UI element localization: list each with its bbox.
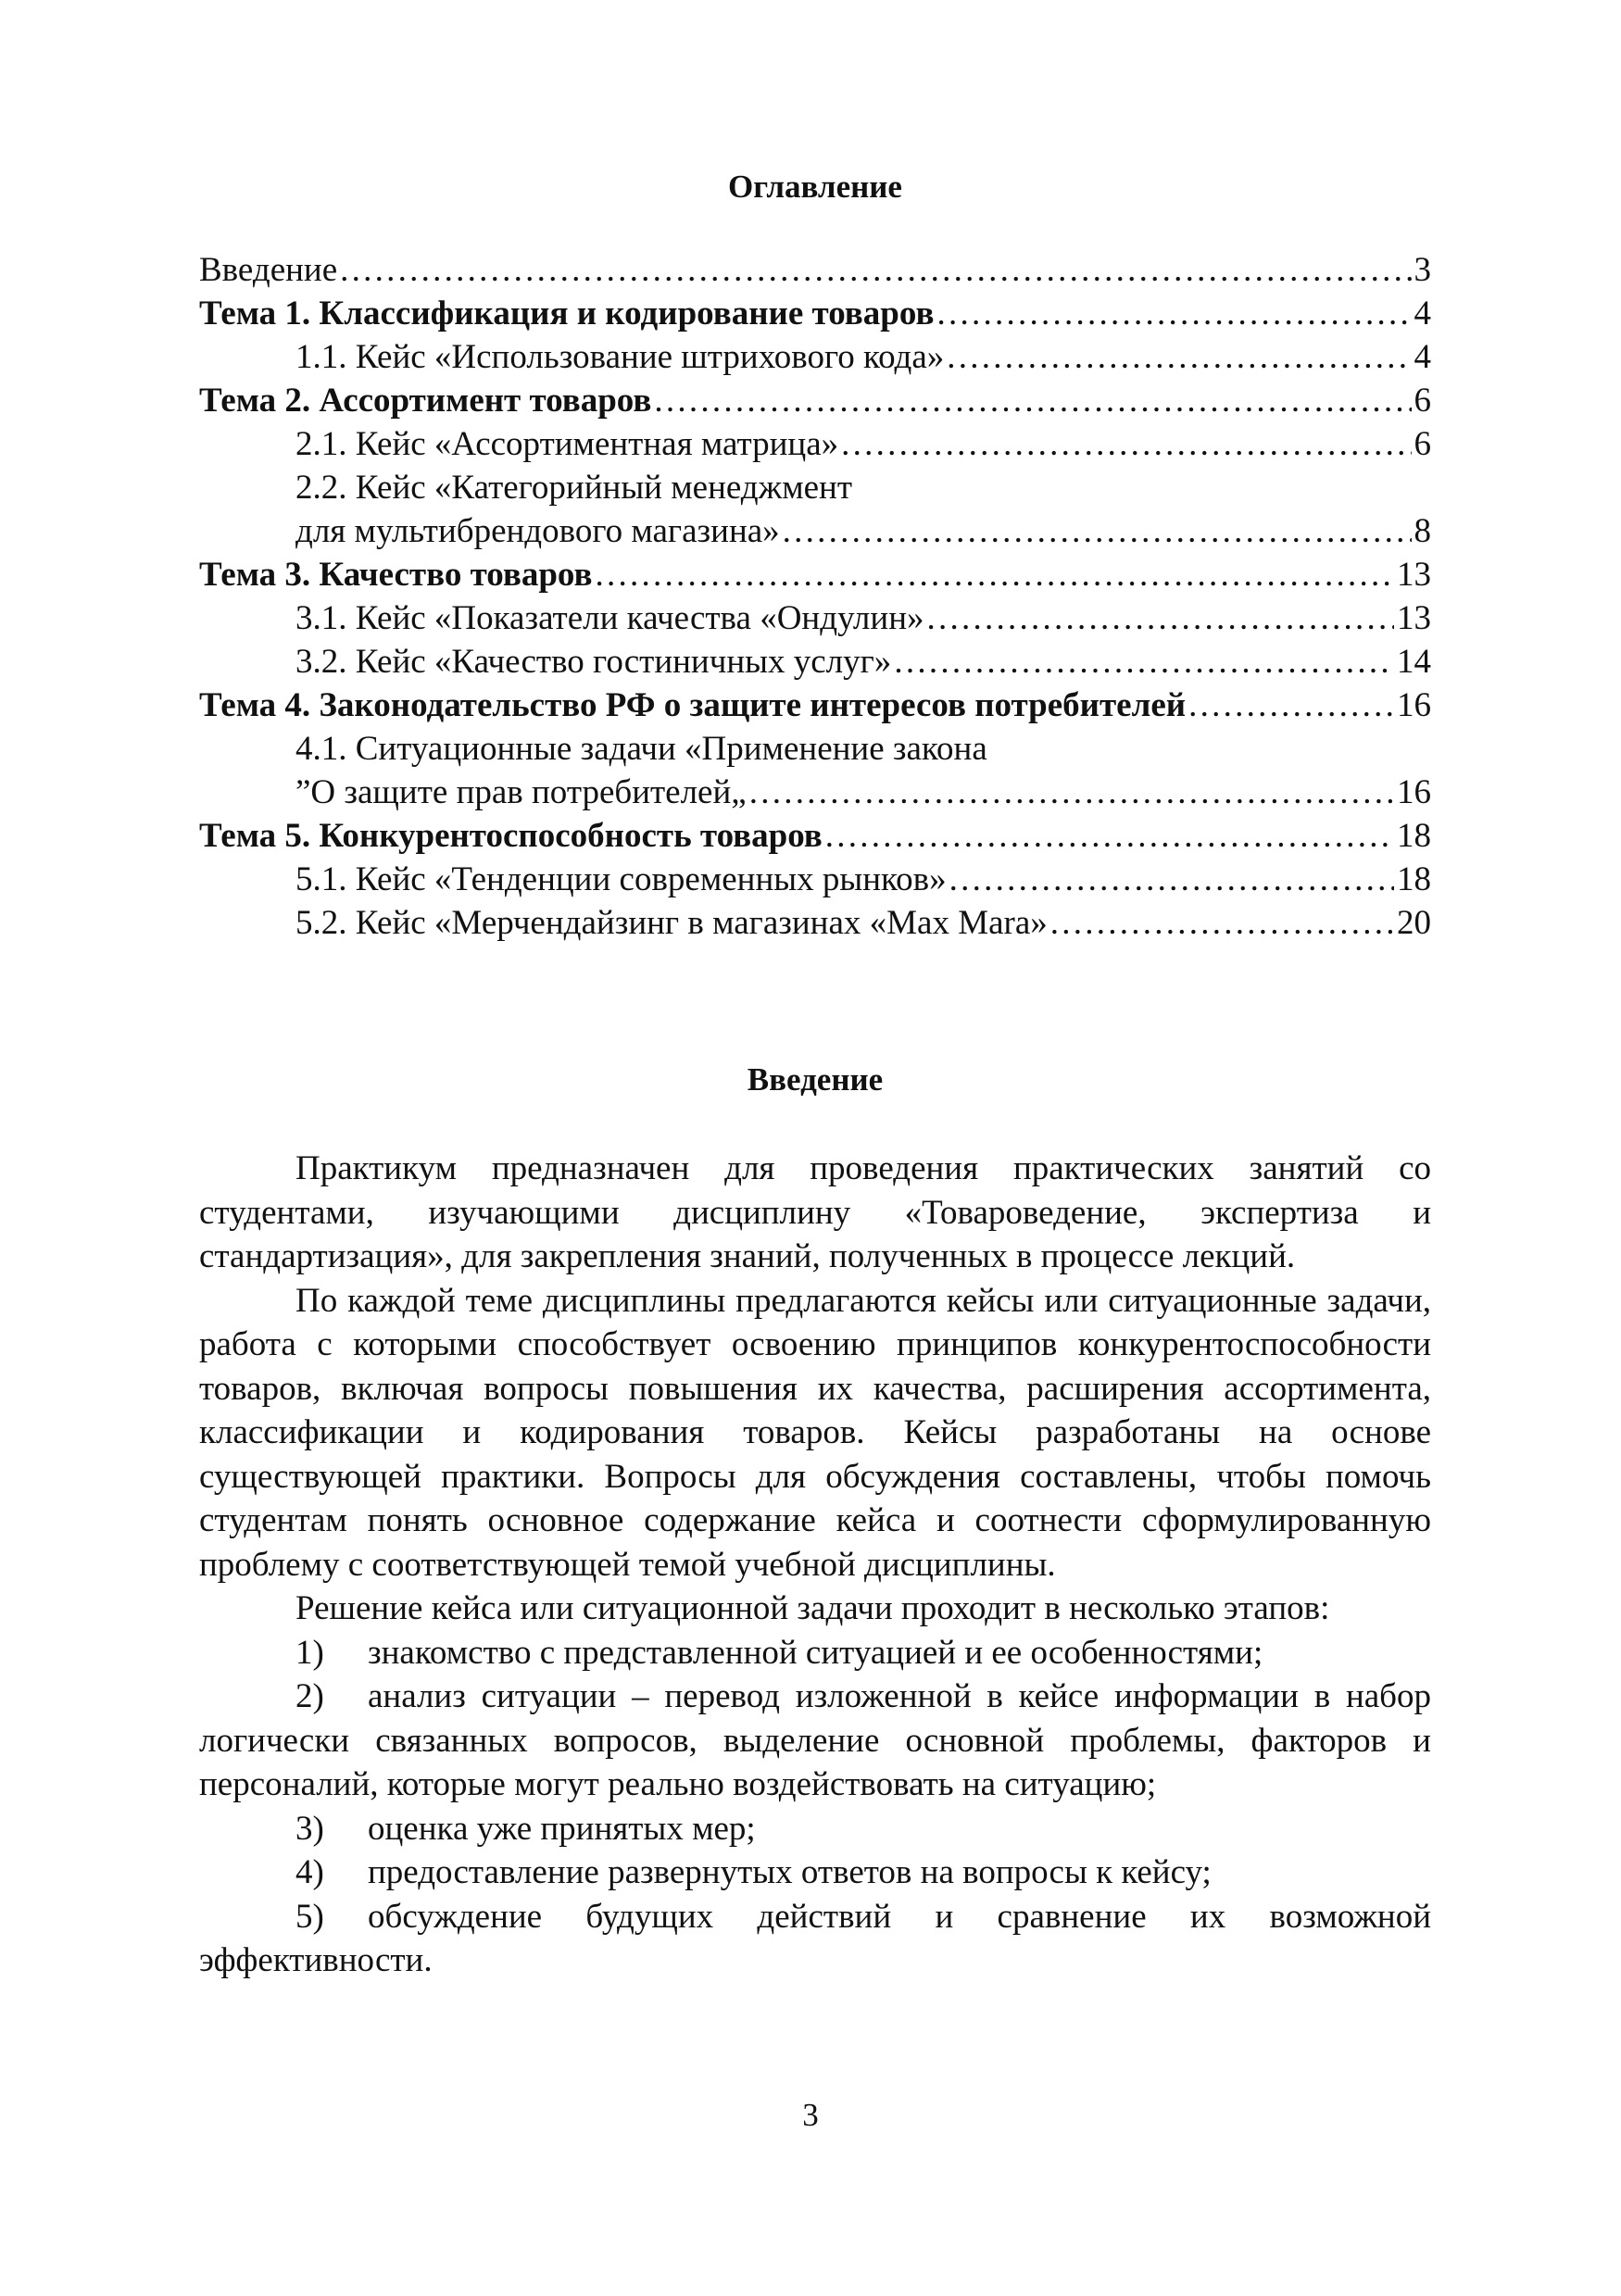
toc-entry-topic[interactable] [199, 379, 1431, 422]
intro-paragraph: По каждой теме дисциплины предлагаются кейсы или ситуационные задачи, работа с которыми способствует освоению принципов конкурентоспособности товаров, включая вопросы повышения их качества, расширения ассортимента, классификации и кодирования товаров. Кейсы разработаны на основе существующей практики. Вопросы для обсуждения составлены, чтобы помочь студентам понять основное содержание кейса и соотнести сформулированную проблему с соответствующей темой учебной дисциплины. [199, 1281, 1431, 1584]
step-item [199, 1851, 1431, 1895]
step-number: 3) [295, 1809, 324, 1848]
toc-entry-case[interactable] [199, 771, 1431, 814]
page-number: 3 [802, 2097, 819, 2133]
toc-entry[interactable] [199, 248, 1431, 292]
toc-entry-label: Тема 3. Качество товаров [199, 556, 593, 594]
toc-entry-case-line1[interactable] [199, 727, 1431, 771]
toc-entry-page: 8 [1414, 512, 1431, 550]
toc-entry-label: Тема 1. Классификация и кодирование товаров [199, 295, 935, 332]
toc-entry-page: 13 [1397, 556, 1431, 594]
intro-paragraph: Решение кейса или ситуационной задачи проходит в несколько этапов: [295, 1589, 1330, 1627]
intro-title: Введение [747, 1061, 884, 1098]
toc-entry-label: 2.1. Кейс «Ассортиментная матрица» [295, 425, 839, 463]
step-text: оценка уже принятых мер; [368, 1809, 756, 1848]
toc-entry-label: Тема 4. Законодательство РФ о защите интересов потребителей [199, 686, 1187, 724]
toc-entry-label: ”О защите прав потребителей„ [295, 773, 747, 811]
toc-entry-label: 4.1. Ситуационные задачи «Применение закона [295, 730, 987, 768]
toc-entry-case[interactable] [199, 335, 1431, 379]
toc-leader-dots [841, 422, 1411, 466]
toc-entry-page: 18 [1397, 817, 1431, 855]
steps-list [199, 1631, 1431, 1983]
toc-entry-case-line1[interactable] [199, 466, 1431, 509]
table-of-contents [199, 248, 1431, 945]
toc-entry-label: 1.1. Кейс «Использование штрихового кода» [295, 338, 945, 376]
toc-leader-dots [595, 553, 1394, 596]
toc-entry-label: 2.2. Кейс «Категорийный менеджмент [295, 469, 852, 507]
step-text: обсуждение будущих действий и сравнение их возможной эффективности. [199, 1897, 1431, 1979]
toc-entry-label: Тема 5. Конкурентоспособность товаров [199, 817, 823, 855]
toc-entry-page: 4 [1414, 338, 1431, 376]
toc-entry-label: Введение [199, 251, 338, 289]
step-item [199, 1675, 1431, 1807]
toc-entry-page: 18 [1397, 860, 1431, 898]
intro-body [199, 1147, 1431, 1983]
toc-entry-label: 5.2. Кейс «Мерчендайзинг в магазинах «Max Mara» [295, 904, 1048, 942]
step-number: 1) [295, 1633, 324, 1672]
step-text: анализ ситуации – перевод изложенной в кейсе информации в набор логически связанных вопросов, выделение основной проблемы, факторов и персоналий, которые могут реально воздействовать на ситуацию; [199, 1677, 1431, 1803]
toc-entry-label: 3.2. Кейс «Качество гостиничных услуг» [295, 643, 892, 681]
toc-leader-dots [894, 640, 1394, 684]
toc-entry-case[interactable] [199, 422, 1431, 466]
toc-leader-dots [825, 814, 1394, 858]
step-number: 5) [295, 1897, 324, 1936]
toc-leader-dots [749, 771, 1394, 814]
toc-entry-topic[interactable] [199, 553, 1431, 596]
toc-entry-page: 4 [1414, 295, 1431, 332]
toc-entry-page: 14 [1397, 643, 1431, 681]
intro-paragraph: Практикум предназначен для проведения практических занятий со студентами, изучающими дисциплину «Товароведение, экспертиза и стандартизация», для закрепления знаний, полученных в процессе лекций. [199, 1149, 1431, 1275]
toc-entry-case[interactable] [199, 596, 1431, 640]
toc-entry-case[interactable] [199, 858, 1431, 901]
toc-entry-case[interactable] [199, 640, 1431, 684]
toc-entry-page: 16 [1397, 686, 1431, 724]
toc-leader-dots [783, 509, 1412, 553]
toc-entry-topic[interactable] [199, 292, 1431, 335]
toc-leader-dots [947, 335, 1411, 379]
toc-entry-page: 3 [1414, 251, 1431, 289]
step-item [199, 1895, 1431, 1983]
step-text: предоставление развернутых ответов на вопросы к кейсу; [368, 1853, 1212, 1891]
toc-entry-page: 20 [1397, 904, 1431, 942]
toc-entry-label: 5.1. Кейс «Тенденции современных рынков» [295, 860, 947, 898]
toc-entry-label: Тема 2. Ассортимент товаров [199, 382, 652, 420]
step-number: 2) [295, 1677, 324, 1715]
toc-entry-page: 6 [1414, 425, 1431, 463]
toc-entry-topic[interactable] [199, 684, 1431, 727]
toc-entry-page: 13 [1397, 599, 1431, 637]
step-text: знакомство с представленной ситуацией и ее особенностями; [368, 1633, 1263, 1672]
toc-leader-dots [1188, 684, 1394, 727]
toc-title: Оглавление [728, 169, 902, 205]
toc-leader-dots [1050, 901, 1394, 945]
toc-entry-topic[interactable] [199, 814, 1431, 858]
step-item [199, 1807, 1431, 1851]
toc-entry-page: 16 [1397, 773, 1431, 811]
toc-leader-dots [927, 596, 1394, 640]
step-item [199, 1631, 1431, 1675]
toc-leader-dots [654, 379, 1411, 422]
toc-entry-case[interactable] [199, 901, 1431, 945]
toc-leader-dots [936, 292, 1411, 335]
toc-entry-case[interactable] [199, 509, 1431, 553]
toc-entry-label: 3.1. Кейс «Показатели качества «Ондулин» [295, 599, 924, 637]
toc-entry-page: 6 [1414, 382, 1431, 420]
toc-leader-dots [949, 858, 1394, 901]
toc-leader-dots [340, 248, 1411, 292]
step-number: 4) [295, 1853, 324, 1891]
toc-entry-label: для мультибрендового магазина» [295, 512, 780, 550]
